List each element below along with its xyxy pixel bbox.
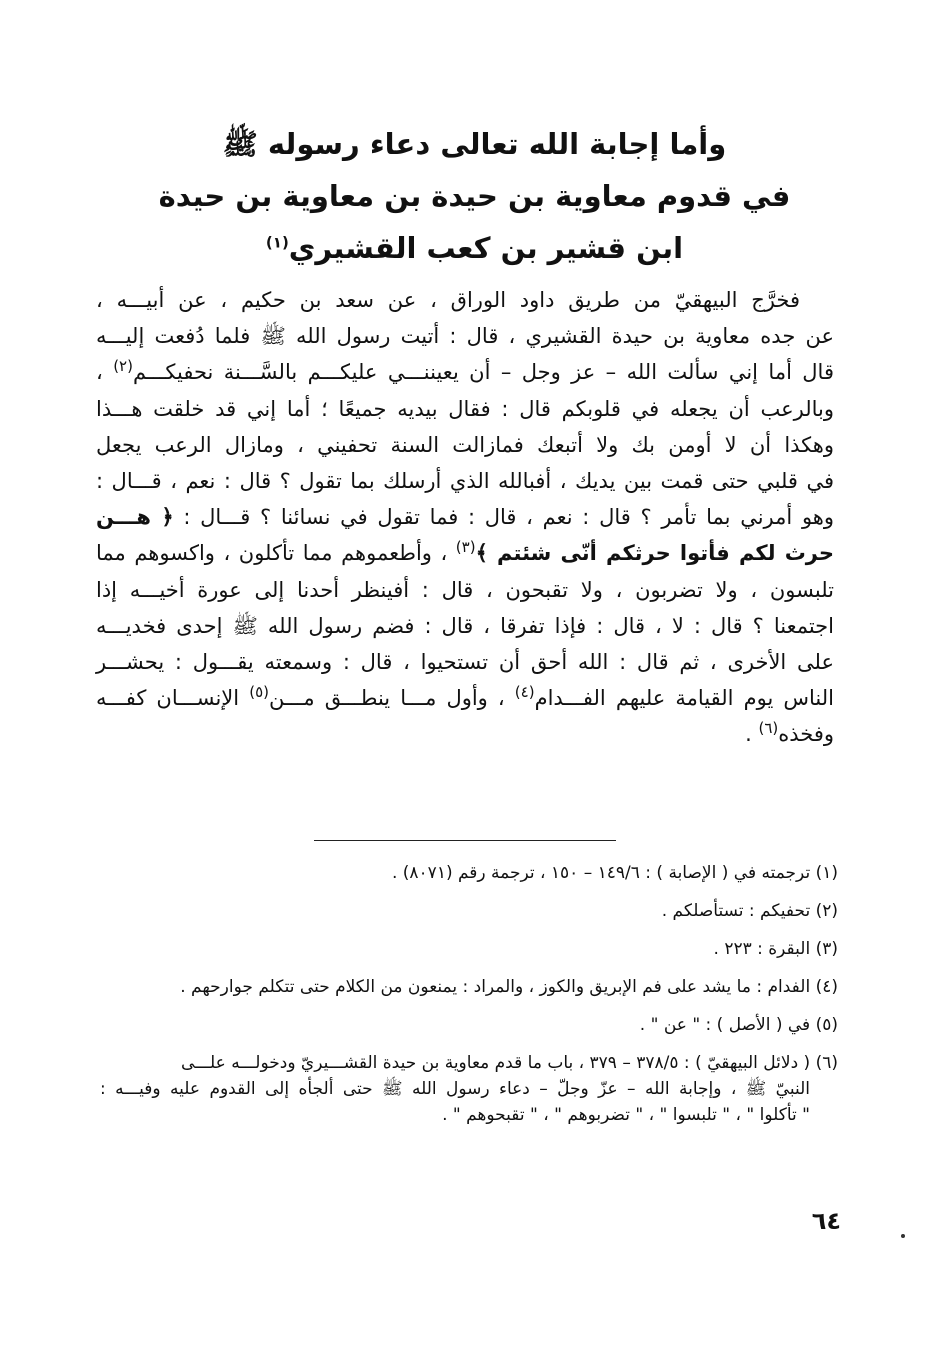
body-line: عن جده معاوية بن حيدة القشيري ، قال : أتيت رسول الله ﷺ فلما دُفعت إليـــه — [96, 324, 834, 349]
chapter-title — [120, 118, 829, 274]
body-line — [96, 716, 834, 752]
footnote-divider — [314, 840, 616, 841]
quran-quote-start: ﴿ هـــن — [96, 505, 174, 530]
body-line — [96, 535, 834, 571]
body-line — [96, 680, 834, 716]
body-line — [96, 354, 834, 390]
body-text-run: وهو أمرني بما تأمر ؟ قال : نعم ، قال : فما تقول في نسائنا ؟ قـــال : — [173, 505, 835, 530]
footnote-6 — [100, 1050, 838, 1128]
footnote-mark: (٥) — [249, 683, 269, 702]
body-line: وهكذا أن لا أومن بك ولا أتبعك فمازالت السنة تحفيني ، ومازال الرعب يجعل — [96, 432, 834, 457]
title-line-3-text: ابن قشير بن كعب القشيري — [288, 231, 684, 265]
title-line-2: في قدوم معاوية بن حيدة بن معاوية بن حيدة — [158, 179, 791, 213]
title-footnote-mark: (١) — [265, 233, 289, 252]
footnote-3: (٣) البقرة : ٢٢٣ . — [713, 939, 838, 959]
body-text-run: ، — [96, 360, 114, 385]
footnote-mark: (٦) — [758, 719, 779, 738]
footnote-mark: (٢) — [113, 357, 133, 376]
footnote-1: (١) ترجمته في ( الإصابة ) : ١٤٩/٦ – ١٥٠ ، ترجمة رقم (٨٠٧١) . — [391, 863, 838, 883]
body-text-run: . — [745, 722, 759, 747]
footnote-6-line-2: النبيّ ﷺ ، وإجابة الله – عزّ وجلّ – دعاء رسول الله ﷺ حتى ألجأه إلى القدوم عليه وفيـــه : — [100, 1079, 810, 1099]
body-line: وبالرعب أن يجعله في قلوبكم قال : فقال بيديه جميعًا ؛ أما إني قد خلقت هـــذا — [96, 396, 834, 421]
footnote-2: (٢) تحفيكم : تستأصلكم . — [661, 901, 838, 921]
body-line: اجتمعنا ؟ قال : لا ، قال : فإذا تفرقا ، قال : فضم رسول الله ﷺ إحدى فخديـــه — [96, 613, 834, 638]
body-line — [96, 499, 834, 535]
body-text-run: وفخذه — [778, 722, 834, 747]
body-line: على الأخرى ، ثم قال : الله أحق أن تستحيوا ، قال : وسمعته يقـــول : يحشـــر — [96, 650, 834, 675]
body-text-run: الإنســـان كفـــه — [96, 686, 250, 711]
footnote-6-line-3: " تأكلوا " ، " تلبسوا " ، " تضربوهم " ، " تقبحوهم " . — [442, 1105, 810, 1125]
footnotes — [100, 860, 838, 1140]
footnote-mark: (٣) — [455, 538, 476, 557]
footnote-5: (٥) في ( الأصل ) : " عن " . — [639, 1015, 838, 1035]
body-text-run: ، وأول مـــا ينطـــق مـــن — [268, 686, 515, 711]
body-line: في قلبي حتى قمت بين يديك ، أفبالله الذي أرسلك بما تقول ؟ قال : نعم ، قـــال : — [96, 469, 834, 494]
title-line-1: وأما إجابة الله تعالى دعاء رسوله ﷺ — [222, 127, 727, 161]
body-text-run: قال أما إني سألت الله – عز وجل – أن يعيننـــي عليكـــم بالسَّـــنة نحفيكـــم — [132, 360, 834, 385]
page-number: ٦٤ — [811, 1207, 841, 1235]
title-line-3 — [120, 222, 829, 274]
quran-quote: حرث لكم فأتوا حرثكم أنّى شئتم ﴾ — [475, 541, 834, 566]
body-text-run: ، وأطعموهم مما تأكلون ، واكسوهم مما — [96, 541, 456, 566]
body-paragraph — [96, 282, 834, 753]
footnote-6-line-1: (٦) ( دلائل البيهقيّ ) : ٣٧٨/٥ – ٣٧٩ ، باب ما قدم معاوية بن حيدة القشـــيريّ ودخولـــه علـــى — [180, 1053, 838, 1073]
body-line: فخرَّج البيهقيّ من طريق داود الوراق ، عن سعد بن حكيم ، عن أبيـــه ، — [96, 288, 800, 312]
footnote-mark: (٤) — [514, 683, 535, 702]
footnote-4: (٤) الفدام : ما يشد على فم الإبريق والكوز ، والمراد : يمنعون من الكلام حتى تتكلم جوارحهم . — [180, 977, 838, 997]
body-text-run: الناس يوم القيامة عليهم الفـــدام — [534, 686, 835, 711]
body-line: تلبسون ، ولا تضربون ، ولا تقبحون ، قال : أفينظر أحدنا إلى عورة أخيـــه إذا — [96, 577, 834, 602]
scan-speck — [901, 1234, 905, 1238]
